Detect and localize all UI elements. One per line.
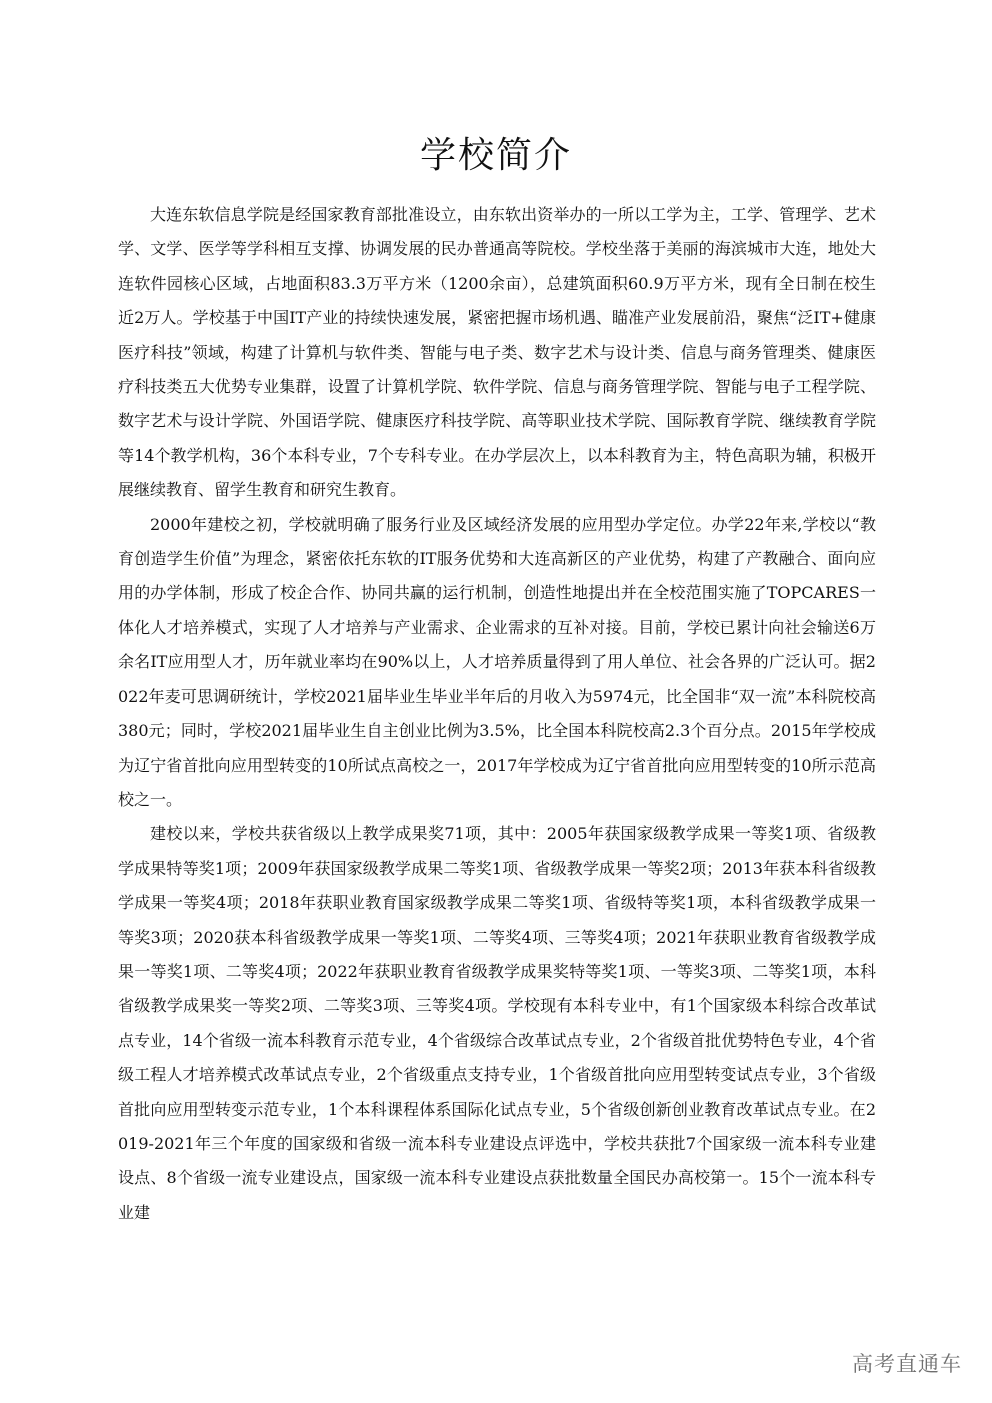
paragraph-achievements: 建校以来，学校共获省级以上教学成果奖71项，其中：2005年获国家级教学成果一等奖1项、省级教学成果特等奖1项；2009年获国家级教学成果二等奖1项、省级教学成果一等奖2项；2013年获本科省级教学成果一等奖4项；2018年获职业教育国家级教学成果二等奖1项、省级特等奖1项，本科省级教学成果一等奖3项；2020获本科省级教学成果一等奖1项、二等奖4项、三等奖4项；2021年获职业教育省级教学成果一等奖1项、二等奖4项；2022年获职业教育省级教学成果奖特等奖1项、一等奖3项、二等奖1项，本科省级教学成果奖一等奖2项、二等奖3项、三等奖4项。学校现有本科专业中，有1个国家级本科综合改革试点专业，14个省级一流本科教育示范专业，4个省级综合改革试点专业，2个省级首批优势特色专业，4个省级工程人才培养模式改革试点专业，2个省级重点支持专业，1个省级首批向应用型转变试点专业，3个省级首批向应用型转变示范专业，1个本科课程体系国际化试点专业，5个省级创新创业教育改革试点专业。在2019-2021年三个年度的国家级和省级一流本科专业建设点评选中，学校共获批7个国家级一流本科专业建设点、8个省级一流专业建设点，国家级一流本科专业建设点获批数量全国民办高校第一。15个一流本科专业建 [118,824,876,1222]
paragraph-intro: 大连东软信息学院是经国家教育部批准设立，由东软出资举办的一所以工学为主，工学、管理学、艺术学、文学、医学等学科相互支撑、协调发展的民办普通高等院校。学校坐落于美丽的海滨城市大连，地处大连软件园核心区域，占地面积83.3万平方米（1200余亩），总建筑面积60.9万平方米，现有全日制在校生近2万人。学校基于中国IT产业的持续快速发展，紧密把握市场机遇、瞄准产业发展前沿，聚焦“泛IT+健康医疗科技”领域，构建了计算机与软件类、智能与电子类、数字艺术与设计类、信息与商务管理类、健康医疗科技类五大优势专业集群，设置了计算机学院、软件学院、信息与商务管理学院、智能与电子工程学院、数字艺术与设计学院、外国语学院、健康医疗科技学院、高等职业技术学院、国际教育学院、继续教育学院等14个教学机构，36个本科专业，7个专科专业。在办学层次上，以本科教育为主，特色高职为辅，积极开展继续教育、留学生教育和研究生教育。 [118,205,876,500]
document-body [118,198,876,1230]
paragraph-history: 2000年建校之初，学校就明确了服务行业及区域经济发展的应用型办学定位。办学22年来,学校以“教育创造学生价值”为理念，紧密依托东软的IT服务优势和大连高新区的产业优势，构建了产教融合、面向应用的办学体制，形成了校企合作、协同共赢的运行机制，创造性地提出并在全校范围实施了TOPCARES一体化人才培养模式，实现了人才培养与产业需求、企业需求的互补对接。目前，学校已累计向社会输送6万余名IT应用型人才，历年就业率均在90%以上，人才培养质量得到了用人单位、社会各界的广泛认可。据2022年麦可思调研统计，学校2021届毕业生毕业半年后的月收入为5974元，比全国非“双一流”本科院校高380元；同时，学校2021届毕业生自主创业比例为3.5%，比全国本科院校高2.3个百分点。2015年学校成为辽宁省首批向应用型转变的10所试点高校之一，2017年学校成为辽宁省首批向应用型转变的10所示范高校之一。 [118,514,876,809]
watermark-text: 高考直通车 [852,1352,962,1376]
page-title: 学校简介 [419,135,572,176]
